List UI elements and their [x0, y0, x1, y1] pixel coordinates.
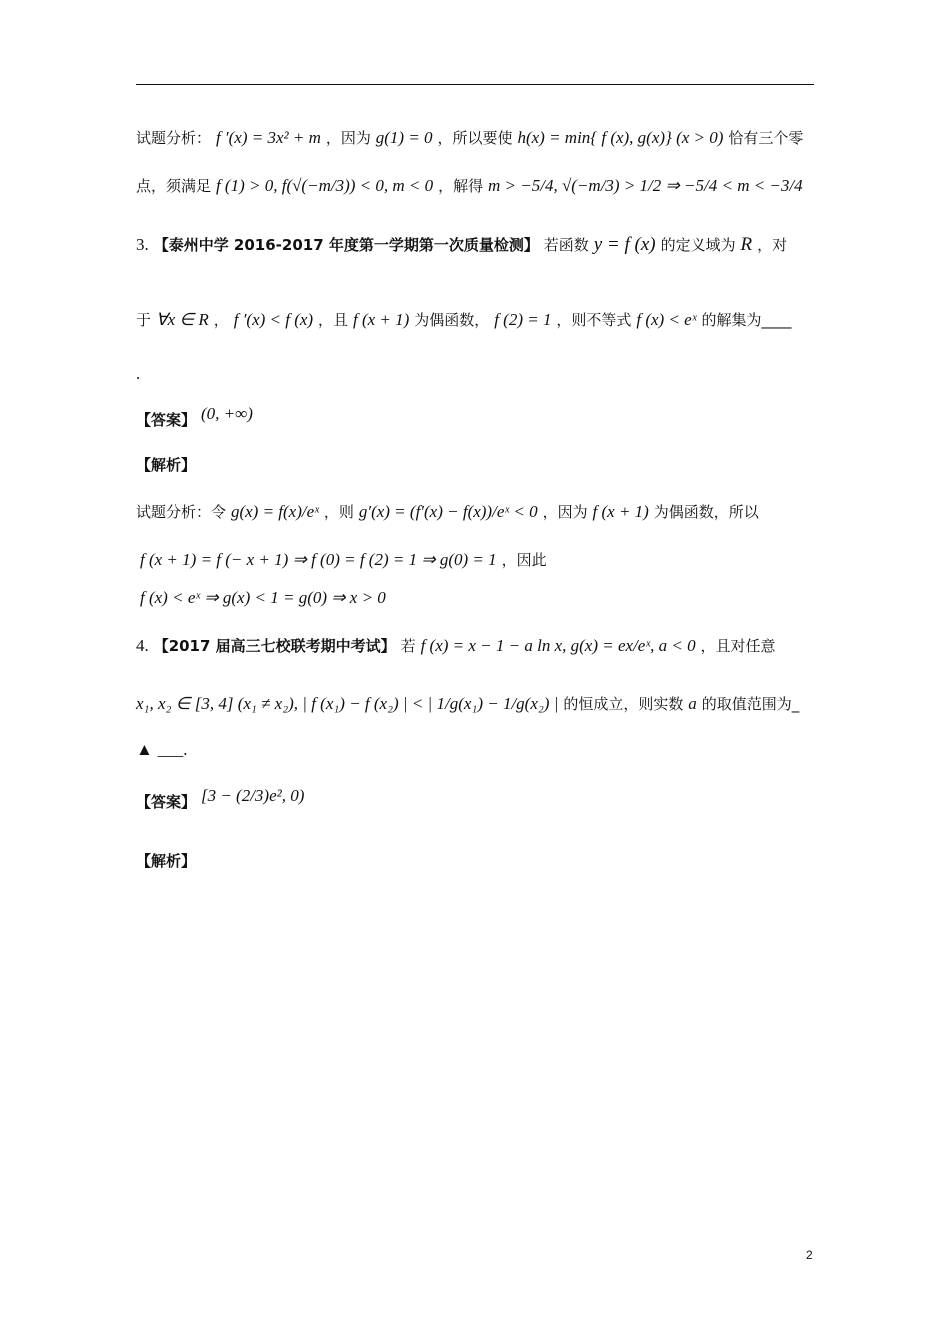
analysis-3-line-1	[136, 502, 759, 522]
text-segment: 恰有三个零	[728, 129, 804, 147]
question-source: 【泰州中学 2016-2017 年度第一学期第一次质量检测】	[153, 236, 539, 254]
text-segment: ，且	[318, 311, 349, 329]
analysis-label-4	[136, 852, 196, 871]
math-expression: f (x + 1) = f (− x + 1) ⇒ f (0) = f (2) = 1 ⇒ g(0) = 1	[140, 550, 497, 569]
answer-4	[136, 786, 304, 812]
analysis-3-line-3	[140, 588, 386, 608]
math-expression: f ′(x) < f (x)	[233, 310, 314, 329]
math-expression: f (x + 1)	[592, 502, 649, 521]
question-4-line-3	[136, 740, 188, 760]
analysis-label: 【解析】	[136, 852, 197, 870]
math-expression: g(1) = 0	[375, 128, 433, 147]
text-segment: ，则	[323, 503, 354, 521]
text-segment: ，所以要使	[437, 129, 513, 147]
text-segment: 点，须满足	[136, 177, 212, 195]
math-expression: m > −5/4, √(−m/3) > 1/2 ⇒ −5/4 < m < −3/4	[488, 176, 803, 195]
page-number: 2	[806, 1248, 813, 1262]
math-expression: y = f (x)	[593, 234, 656, 255]
question-number: 3.	[136, 235, 149, 254]
text-segment: 的恒成立，则实数	[563, 695, 684, 713]
text-segment: ，因此	[501, 551, 547, 569]
text-segment: ，则不等式	[556, 311, 632, 329]
math-expression: f (x) < eˣ ⇒ g(x) < 1 = g(0) ⇒ x > 0	[140, 588, 386, 607]
text-segment: 试题分析：令	[136, 503, 227, 521]
analysis-label-3	[136, 456, 196, 475]
question-3-line-3	[136, 364, 140, 384]
answer-label: 【答案】	[136, 793, 197, 811]
text-segment: 为偶函数，	[414, 311, 490, 329]
math-expression: f (x + 1)	[352, 310, 410, 329]
question-3-line-1	[136, 234, 787, 257]
text-segment: 若函数	[543, 236, 589, 254]
answer-3	[136, 404, 253, 430]
math-expression: a	[688, 694, 697, 713]
text-segment: 的取值范围为_	[701, 695, 800, 713]
math-expression: f (x) < eˣ	[636, 310, 697, 329]
math-expression: h(x) = min{ f (x), g(x)} (x > 0)	[517, 128, 724, 147]
math-expression: g(x) = f(x)/eˣ	[230, 502, 319, 521]
text-segment: ，对	[757, 236, 788, 254]
text-segment: 为偶函数，所以	[653, 503, 759, 521]
text-segment: ，	[213, 311, 229, 329]
question-4-line-1	[136, 636, 776, 656]
text-segment: ，因为	[325, 129, 371, 147]
text-segment: 的定义域为	[660, 236, 736, 254]
math-expression: R	[740, 234, 753, 255]
text-segment: ，因为	[542, 503, 588, 521]
analysis-3-line-2	[140, 550, 547, 570]
question-source: 【2017 届高三七校联考期中考试】	[153, 637, 396, 655]
math-expression: f ′(x) = 3x² + m	[215, 128, 321, 147]
text-segment: 试题分析：	[136, 129, 212, 147]
question-4-line-2	[136, 694, 799, 714]
math-expression: g′(x) = (f′(x) − f(x))/eˣ < 0	[358, 502, 538, 521]
answer-value: [3 − (2/3)e², 0)	[200, 786, 305, 805]
math-expression: ∀x ∈ R	[155, 310, 209, 329]
analysis-label: 【解析】	[136, 456, 197, 474]
text-segment: 若	[400, 637, 416, 655]
text-segment: ___.	[157, 740, 188, 759]
text-segment: ，且对任意	[700, 637, 776, 655]
triangle-blank-marker: ▲	[136, 740, 153, 759]
analysis-line-2	[136, 176, 803, 196]
math-expression: f (1) > 0, f(√(−m/3)) < 0, m < 0	[215, 176, 434, 195]
analysis-line-1	[136, 128, 803, 148]
math-expression: f (2) = 1	[494, 310, 552, 329]
question-number: 4.	[136, 636, 149, 655]
question-3-line-2	[136, 310, 791, 330]
math-expression: x₁, x₂ ∈ [3, 4] (x₁ ≠ x₂), | f (x₁) − f (x₂) | < | 1/g(x₁) − 1/g(x₂) |	[136, 694, 559, 713]
text-segment: 于	[136, 311, 152, 329]
math-expression: f (x) = x − 1 − a ln x, g(x) = ex/eˣ, a < 0	[420, 636, 696, 655]
answer-label: 【答案】	[136, 411, 197, 429]
text-segment: ，解得	[438, 177, 484, 195]
text-segment: 的解集为____	[701, 311, 792, 329]
text-segment: .	[136, 364, 141, 383]
header-rule	[136, 84, 814, 85]
answer-value: (0, +∞)	[200, 404, 253, 423]
